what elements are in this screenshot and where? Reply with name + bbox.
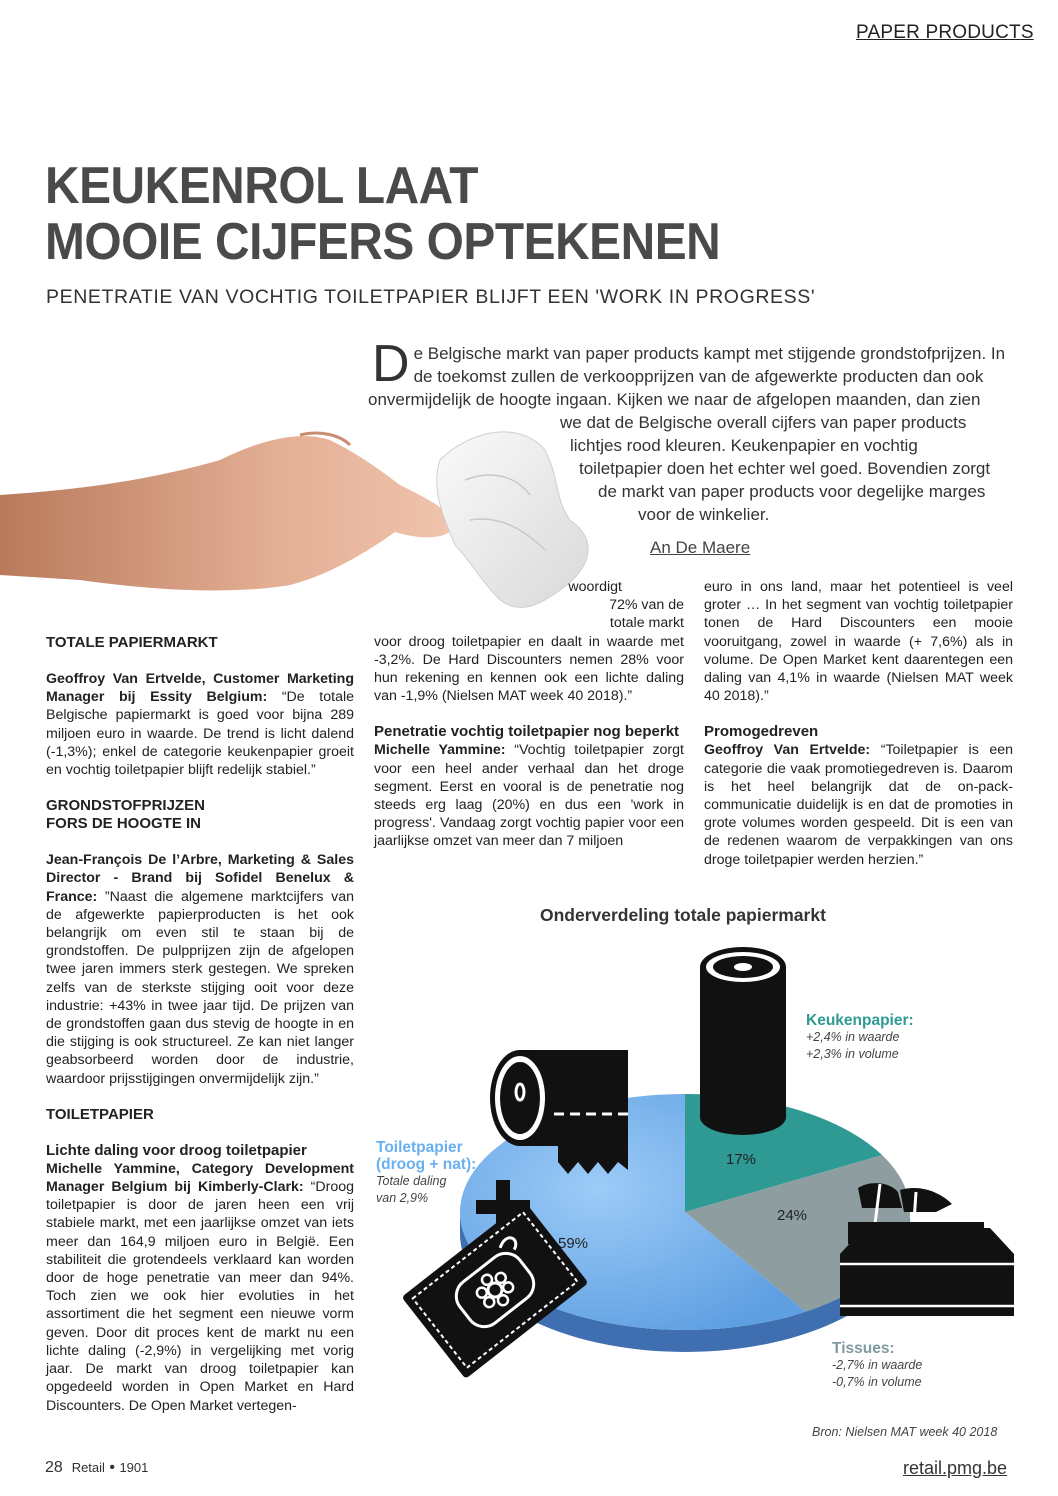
intro-line-6: toiletpapier doen het echter wel goed. Bovendien zorgt — [579, 459, 991, 478]
issue-number: 1901 — [119, 1460, 149, 1475]
title-line-2: MOOIE CIJFERS OPTEKENEN — [45, 213, 721, 271]
article-subtitle: PENETRATIE VAN VOCHTIG TOILETPAPIER BLIJFT EEN 'WORK IN PROGRESS' — [46, 286, 816, 308]
paragraph-grondstofprijzen: Jean-François De l’Arbre, Marketing & Sales Director - Brand bij Sofidel Benelux & France: ”Naast die algemene marktcijfers van de afgewerkte papierproducten is het ook belangrijk om even stil te staan bij de grondstoffen. De pulpprijzen zijn de afgelopen twee jaren immers sterk gestegen. We spreken zelfs van de sterkste stijging ooit voor deze industrie: +43% in twee jaar tijd. De prijzen van de grondstoffen gaan dus stevig de hoogte in en die stijging is ook structureel. Ze kan niet langer geabsorbeerd worden door de industrie, waardoor prijsstijgingen onvermijdelijk zijn.” — [46, 852, 354, 1087]
legend-toiletpapier-title: Toiletpapier (droog + nat): — [376, 1139, 477, 1173]
subheading-droog-toiletpapier: Lichte daling voor droog toiletpapier — [46, 1141, 307, 1159]
intro-line-8: voor de winkelier. — [638, 505, 770, 524]
legend-keukenpapier-title: Keukenpapier: — [806, 1012, 914, 1029]
legend-tissues-title: Tissues: — [832, 1340, 895, 1357]
heading-totale-papiermarkt: TOTALE PAPIERMARKT — [46, 634, 218, 651]
legend-tissues-note: -2,7% in waarde -0,7% in volume — [832, 1358, 923, 1389]
chart-title: Onderverdeling totale papiermarkt — [540, 905, 826, 925]
intro-dropcap: D — [372, 335, 410, 393]
paragraph-vochtig-vervolg: euro in ons land, maar het potentieel is veel groter … In het segment van vochtig toiletpapier tonen de Hard Discounters een mooie vooruitgang, zowel in waarde (+ 7,6%) als in volume. De Open Market kent daarentegen een daling van 4,1% in waarde (Nielsen MAT week 40 2018).” — [704, 579, 1013, 705]
article-intro — [368, 335, 1012, 526]
author-link[interactable]: An De Maere — [650, 538, 751, 557]
intro-line-7: de markt van paper products voor degelijke marges — [598, 482, 986, 501]
subheading-promogedreven: Promogedreven — [704, 723, 819, 741]
paragraph-droog-vervolg: voor droog toiletpapier en daalt in waarde met -3,2%. De Hard Discounters nemen 28% voor hun rekening en kennen ook een lichte daling van -1,9% (Nielsen MAT week 40 2018).” — [374, 633, 684, 705]
legend-keukenpapier-note: +2,4% in waarde +2,3% in volume — [806, 1030, 900, 1061]
intro-line-2: de toekomst zullen de verkoopprijzen van de afgewerkte producten dan ook — [413, 367, 984, 386]
legend-toiletpapier-note: Totale daling van 2,9% — [376, 1174, 447, 1205]
col2-line-1: woordigt — [568, 579, 622, 595]
column-2 — [374, 578, 684, 851]
footer-website-link[interactable]: retail.pmg.be — [903, 1458, 1008, 1478]
magazine-name: Retail — [71, 1460, 105, 1475]
subheading-vochtig-toiletpapier: Penetratie vochtig toiletpapier nog beperkt — [374, 723, 680, 741]
intro-line-3: onvermijdelijk de hoogte ingaan. Kijken we naar de afgelopen maanden, dan zien — [368, 390, 981, 409]
paragraph-promogedreven: Geoffroy Van Ertvelde: “Toiletpapier is een categorie die vaak promotiegedreven is. Daarom is het heel belangrijk dat de on-pack-communicatie duidelijk is en dat de promoties in grote volumes worden gespeeld. Dit is een van de redenen waarom de verpakkingen van ons droge toiletpapier werden herzien.” — [704, 742, 1014, 868]
article-title — [45, 158, 720, 270]
intro-line-5: lichtjes rood kleuren. Keukenpapier en vochtig — [570, 436, 918, 455]
legend-toiletpapier — [376, 1139, 496, 1207]
intro-line-1: e Belgische markt van paper products kampt met stijgende grondstofprijzen. In — [413, 344, 1006, 363]
legend-keukenpapier — [806, 1012, 946, 1063]
page-number: 28 — [45, 1459, 63, 1476]
column-1 — [46, 634, 354, 1415]
slice-label-toiletpapier: 59% — [558, 1235, 589, 1252]
col2-line-3: totale markt — [609, 615, 684, 632]
title-line-1: KEUKENROL LAAT — [45, 157, 478, 215]
legend-tissues — [832, 1340, 972, 1391]
heading-grondstofprijzen: GRONDSTOFPRIJZEN FORS DE HOOGTE IN — [46, 797, 205, 833]
col2-line-2: 72% van de — [609, 597, 684, 614]
paragraph-totale-papiermarkt: Geoffroy Van Ertvelde, Customer Marketing Manager bij Essity Belgium: “De totale Belgische papiermarkt is goed voor bijna 289 miljoen euro in waarde. De trend is licht dalend (-1,3%); enkel de categorie keukenpapier groeit en vochtig toiletpapier blijft redelijk stabiel.” — [46, 671, 355, 779]
footer-page-info: 28 Retail • 1901 — [45, 1459, 149, 1476]
intro-line-4: we dat de Belgische overall cijfers van paper products — [560, 413, 967, 432]
slice-label-keukenpapier: 17% — [726, 1151, 757, 1168]
heading-toiletpapier: TOILETPAPIER — [46, 1105, 154, 1123]
slice-label-tissues: 24% — [777, 1207, 808, 1224]
kitchen-roll-icon — [700, 947, 786, 1135]
section-label: PAPER PRODUCTS — [856, 22, 1034, 43]
column-3 — [704, 578, 1013, 869]
paragraph-vochtig-toiletpapier: Michelle Yammine: “Vochtig toiletpapier zorgt voor een heel ander verhaal dan het droge segment. Eerst en vooral is de penetratie nog steeds erg laag (20%) en dus een 'work in progress'. Vandaag zorgt vochtig papier voor een jaarlijkse omzet van meer dan 7 miljoen — [374, 742, 684, 850]
paragraph-toiletpapier: Michelle Yammine, Category Development Manager Belgium bij Kimberly-Clark: “Droog toiletpapier is door de jaren heen een vrij stabiele markt, met een jaarlijkse omzet van iets meer dan 164,9 miljoen euro in België. Een stabiliteit die grotendeels verklaard kan worden door de hoge penetratie van meer dan 94%. Toch zien we ook hier evoluties in het assortiment die het segment een nieuwe vorm geven. Door dit proces kent de markt nu een lichte daling (-2,9%) in vergelijking met vorig jaar. De markt van droog toiletpapier kan opgedeeld worden in Open Market en Hard Discounters. De Open Market vertegen- — [46, 1160, 355, 1414]
tissue-box-icon — [840, 1183, 1014, 1316]
chart-source: Bron: Nielsen MAT week 40 2018 — [812, 1425, 998, 1439]
